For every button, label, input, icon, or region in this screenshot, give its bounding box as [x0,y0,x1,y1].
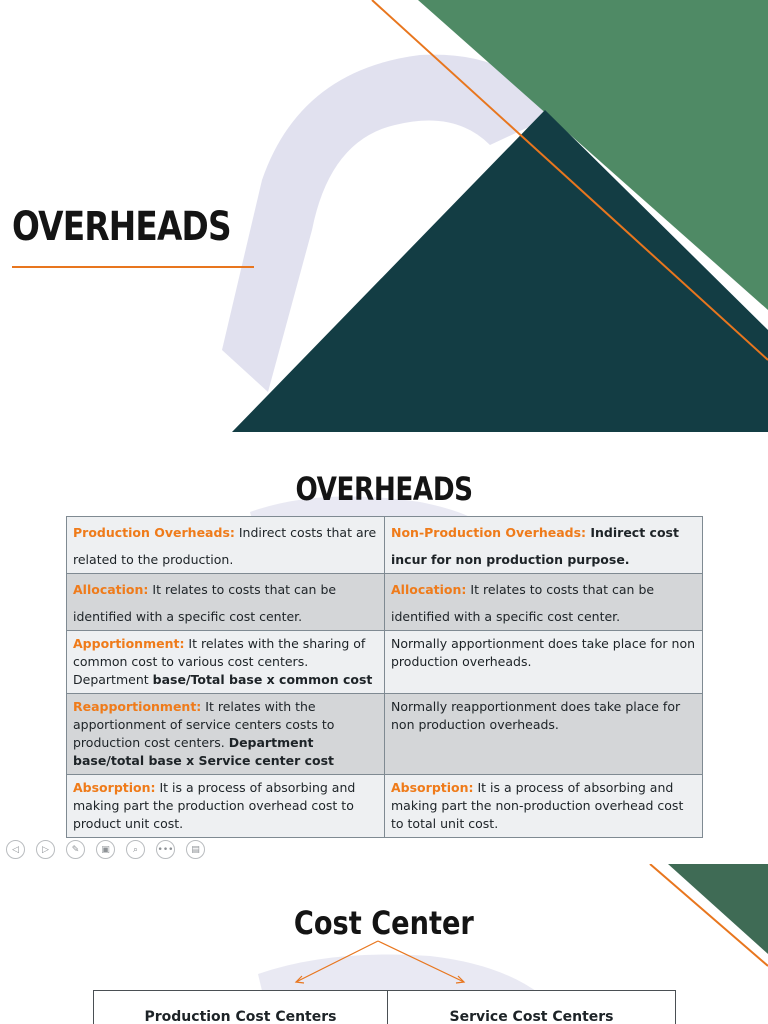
table-cell-non-production-overheads: Non-Production Overheads: Indirect cost incur for non production purpose. [385,517,703,574]
table-cell-allocation-non-production: Allocation: It relates to costs that can be identified with a specific cost center. [385,574,703,631]
table-cell-allocation: Allocation: It relates to costs that can be identified with a specific cost center. [67,574,385,631]
table-cell-apportionment: Apportionment: It relates with the sharing of common cost to various cost centers. Department base/Total base x common cost [67,631,385,694]
cost-center-slide [0,864,768,1024]
table-row [67,694,703,775]
slideshow-controls [6,840,205,860]
table-row [67,574,703,631]
table-cell-production-overheads: Production Overheads: Indirect costs that are related to the production. [67,517,385,574]
table-cell-reapportionment: Reapportionment: It relates with the apportionment of service centers costs to production cost centers. Department base/total base x Service center cost [67,694,385,775]
overheads-table [66,516,703,838]
previous-icon[interactable]: ◁ [6,840,25,859]
slide-title: OVERHEADS [12,204,231,250]
slide-title: Cost Center [294,904,474,942]
title-slide [0,0,768,432]
table-cell-reapportionment-non-production: Normally reapportionment does take place for non production overheads. [385,694,703,775]
production-cost-centers-box: Production Cost Centers [93,990,388,1024]
table-row [67,631,703,694]
table-row [67,775,703,838]
title-underline [12,266,254,268]
presenter-icon[interactable]: ▤ [186,840,205,859]
slides-icon[interactable]: ▣ [96,840,115,859]
more-icon[interactable]: ••• [156,840,175,859]
overheads-table-slide [0,432,768,864]
table-cell-absorption-non-production: Absorption: It is a process of absorbing and making part the non-production overhead cost to total unit cost. [385,775,703,838]
table-row [67,517,703,574]
service-cost-centers-box: Service Cost Centers [387,990,676,1024]
table-cell-apportionment-non-production: Normally apportionment does take place for non production overheads. [385,631,703,694]
slide-title: OVERHEADS [295,470,473,508]
next-icon[interactable]: ▷ [36,840,55,859]
table-cell-absorption: Absorption: It is a process of absorbing and making part the production overhead cost to product unit cost. [67,775,385,838]
pen-icon[interactable]: ✎ [66,840,85,859]
zoom-icon[interactable]: ⌕ [126,840,145,859]
